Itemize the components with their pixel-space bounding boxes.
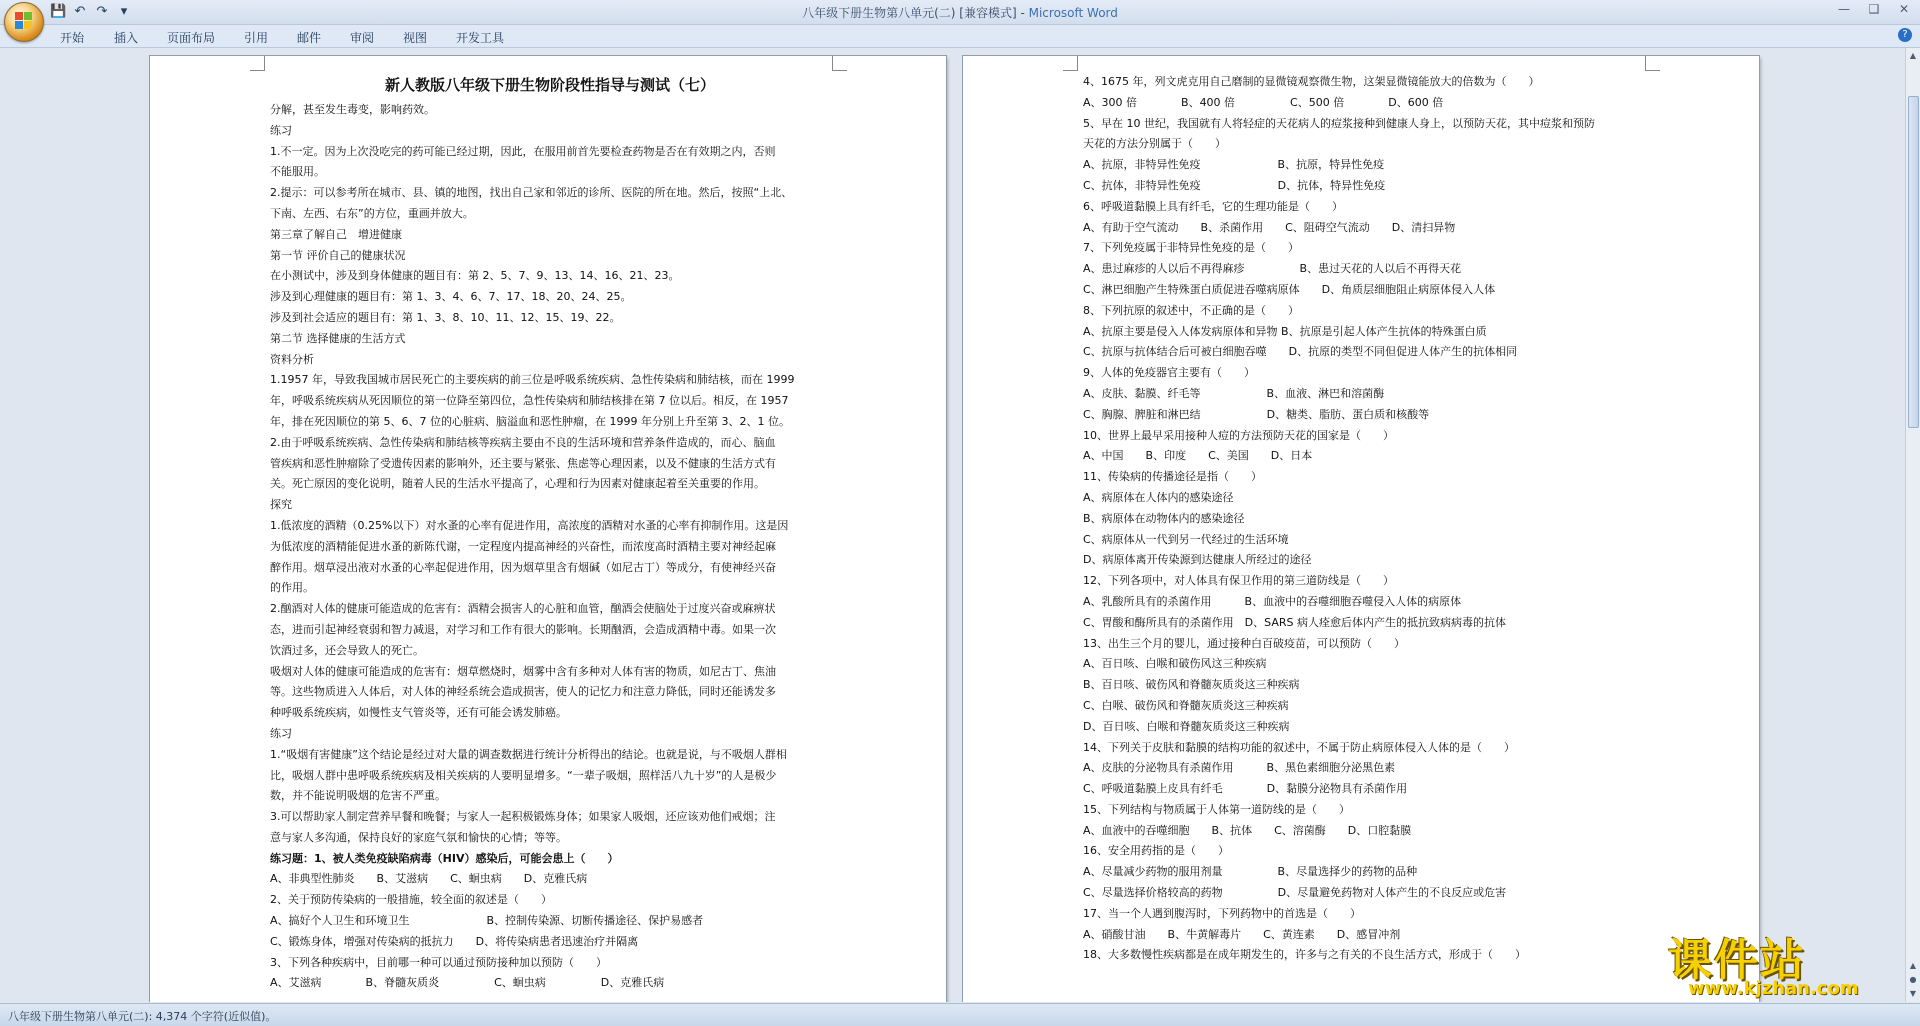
text-line: D、病原体离开传染源到达健康人所经过的途径 (1083, 553, 1312, 567)
prev-page-icon[interactable]: ▲ (1909, 961, 1917, 970)
office-button[interactable] (4, 2, 44, 42)
text-line: 1.低浓度的酒精（0.25%以下）对水蚤的心率有促进作用，高浓度的酒精对水蚤的心率有抑制作用。这是因 (270, 518, 789, 532)
ribbon-tabs (0, 25, 1920, 48)
save-icon[interactable]: 💾 (50, 4, 67, 19)
text-line: A、中国 B、印度 C、美国 D、日本 (1083, 449, 1313, 463)
crop-mark (1063, 56, 1078, 71)
text-line: 第一节 评价自己的健康状况 (270, 248, 406, 262)
redo-icon[interactable]: ↷ (96, 4, 108, 19)
text-line: C、尽量选择价格较高的药物 D、尽量避免药物对人体产生的不良反应或危害 (1083, 886, 1507, 900)
text-line: C、白喉、破伤风和脊髓灰质炎这三种疾病 (1083, 698, 1289, 712)
text-line: B、病原体在动物体内的感染途径 (1083, 511, 1245, 525)
document-title: 八年级下册生物第八单元(二) [兼容模式] - (802, 6, 1029, 20)
text-line: 9、人体的免疫器官主要有（ ） (1083, 366, 1255, 380)
text-line: C、胸腺、脾脏和淋巴结 D、糖类、脂肪、蛋白质和核酸等 (1083, 407, 1430, 421)
text-line: 分解，甚至发生毒变，影响药效。 (270, 103, 435, 116)
watermark-logo (1668, 924, 1908, 1002)
left-page-content[interactable] (270, 72, 830, 994)
tab-review[interactable]: 审阅 (350, 31, 375, 45)
text-line: A、尽量减少药物的服用剂量 B、尽量选择少的药物的品种 (1083, 865, 1418, 879)
crop-mark (832, 56, 847, 71)
page-left (150, 56, 946, 1002)
text-line: 涉及到社会适应的题目有：第 1、3、8、10、11、12、15、19、22。 (270, 310, 621, 324)
text-line: 意与家人多沟通，保持良好的家庭气氛和愉快的心情；等等。 (270, 830, 567, 844)
text-line: A、搞好个人卫生和环境卫生 B、控制传染源、切断传播途径、保护易感者 (270, 914, 704, 928)
text-line: 态，进而引起神经衰弱和智力减退，对学习和工作有很大的影响。长期酗酒，会造成酒精中毒。如果一次 (270, 622, 776, 636)
text-line: 练习 (270, 726, 292, 740)
text-line: C、锻炼身体，增强对传染病的抵抗力 D、将传染病患者迅速治疗并隔离 (270, 934, 639, 948)
text-line: 吸烟对人体的健康可能造成的危害有：烟草燃烧时，烟雾中含有多种对人体有害的物质，如尼古丁、焦油 (270, 664, 776, 678)
text-line: 1.1957 年，导致我国城市居民死亡的主要疾病的前三位是呼吸系统疾病、急性传染病和肺结核，而在 1999 (270, 373, 795, 387)
office-logo-icon (15, 12, 33, 30)
text-line: 7、下列免疫属于非特异性免疫的是（ ） (1083, 241, 1299, 255)
text-line: 12、下列各项中，对人体具有保卫作用的第三道防线是（ ） (1083, 574, 1394, 588)
text-line: 醉作用。烟草浸出液对水蚤的心率起促进作用，因为烟草里含有烟碱（如尼古丁）等成分，有使神经兴奋 (270, 560, 776, 574)
text-line: 17、当一个人遇到腹泻时，下列药物中的首选是（ ） (1083, 906, 1361, 920)
maximize-icon[interactable]: ❑ (1868, 2, 1880, 16)
text-line: 资料分析 (270, 352, 314, 366)
status-text: 八年级下册生物第八单元(二): 4,374 个字符(近似值)。 (8, 1010, 277, 1023)
text-line: A、非典型性肺炎 B、艾滋病 C、蛔虫病 D、克雅氏病 (270, 872, 588, 886)
text-line: 2.提示：可以参考所在城市、县、镇的地图，找出自己家和邻近的诊所、医院的所在地。然后，按照“上北、 (270, 186, 793, 200)
text-line: A、硝酸甘油 B、牛黄解毒片 C、黄连素 D、感冒冲剂 (1083, 927, 1401, 941)
text-line: 为低浓度的酒精能促进水蚤的新陈代谢，一定程度内提高神经的兴奋性，而浓度高时酒精主要对神经起麻 (270, 539, 776, 553)
crop-mark (1645, 56, 1660, 71)
text-line: 比，吸烟人群中患呼吸系统疾病及相关疾病的人要明显增多。“一辈子吸烟，照样活八九十岁”的人是极少 (270, 768, 777, 782)
text-line: A、血液中的吞噬细胞 B、抗体 C、溶菌酶 D、口腔黏膜 (1083, 823, 1412, 837)
text-line: 练习 (270, 123, 292, 137)
text-line: A、乳酸所具有的杀菌作用 B、血液中的吞噬细胞吞噬侵入人体的病原体 (1083, 594, 1462, 608)
text-line: 3、下列各种疾病中，目前哪一种可以通过预防接种加以预防（ ） (270, 955, 607, 969)
tab-home[interactable]: 开始 (60, 31, 85, 45)
text-line: 等。这些物质进入人体后，对人体的神经系统会造成损害，使人的记忆力和注意力降低，同时还能诱发多 (270, 685, 776, 699)
text-line: 5、早在 10 世纪，我国就有人将轻症的天花病人的痘浆接种到健康人身上，以预防天花，其中痘浆和预防 (1083, 116, 1595, 130)
close-icon[interactable]: ✕ (1898, 2, 1910, 16)
text-line: 涉及到心理健康的题目有：第 1、3、4、6、7、17、18、20、24、25。 (270, 290, 632, 304)
text-line: 13、出生三个月的婴儿，通过接种白百破疫苗，可以预防（ ） (1083, 636, 1405, 650)
text-line: 6、呼吸道黏膜上具有纤毛，它的生理功能是（ ） (1083, 199, 1343, 213)
help-icon[interactable]: ? (1898, 28, 1912, 42)
document-heading: 新人教版八年级下册生物阶段性指导与测试（七） (384, 76, 715, 94)
minimize-icon[interactable]: — (1838, 2, 1850, 16)
text-line: A、患过麻疹的人以后不再得麻疹 B、患过天花的人以后不再得天花 (1083, 262, 1462, 276)
scroll-up-icon[interactable]: ▲ (1909, 51, 1917, 60)
text-line: A、有助于空气流动 B、杀菌作用 C、阻碍空气流动 D、清扫异物 (1083, 220, 1456, 234)
text-line: 在小测试中，涉及到身体健康的题目有：第 2、5、7、9、13、14、16、21、23。 (270, 269, 680, 283)
text-line: 年，呼吸系统疾病从死因顺位的第一位降至第四位，急性传染病和肺结核排在第 7 位以后。相反，在 1957 (270, 394, 789, 408)
right-page-content[interactable] (1083, 72, 1643, 966)
quick-access-toolbar (50, 3, 132, 21)
document-area (0, 48, 1906, 1002)
text-line: 种呼吸系统疾病，如慢性支气管炎等，还有可能会诱发肺癌。 (270, 706, 567, 720)
text-line: 2.酗酒对人体的健康可能造成的危害有：酒精会损害人的心脏和血管，酗酒会使脑处于过度兴奋或麻痹状 (270, 602, 776, 616)
text-line: 4、1675 年，列文虎克用自己磨制的显微镜观察微生物，这架显微镜能放大的倍数为（ ） (1083, 75, 1540, 88)
text-line: 18、大多数慢性疾病都是在成年期发生的，许多与之有关的不良生活方式，形成于（ ） (1083, 948, 1526, 962)
tab-page-layout[interactable]: 页面布局 (167, 31, 216, 45)
tab-developer[interactable]: 开发工具 (456, 31, 505, 45)
dropdown-icon[interactable]: ▾ (120, 4, 128, 19)
text-line: 的作用。 (270, 581, 314, 595)
browse-object-icon[interactable]: ● (1909, 975, 1917, 984)
text-line: 1.不一定。因为上次没吃完的药可能已经过期，因此，在服用前首先要检查药物是否在有效期之内，否则 (270, 144, 776, 158)
text-line: A、皮肤、黏膜、纤毛等 B、血液、淋巴和溶菌酶 (1083, 386, 1385, 400)
text-line: 15、下列结构与物质属于人体第一道防线的是（ ） (1083, 802, 1350, 816)
crop-mark (250, 56, 265, 71)
text-line: 管疾病和恶性肿瘤除了受遗传因素的影响外，还主要与紧张、焦虑等心理因素，以及不健康的生活方式有 (270, 456, 776, 470)
tab-references[interactable]: 引用 (244, 31, 269, 45)
page-right (963, 56, 1759, 1002)
tab-mailings[interactable]: 邮件 (297, 31, 322, 45)
text-line: 2.由于呼吸系统疾病、急性传染病和肺结核等疾病主要由不良的生活环境和营养条件造成的，而心、脑血 (270, 435, 776, 449)
text-line: C、胃酸和酶所具有的杀菌作用 D、SARS 病人痊愈后体内产生的抵抗致病病毒的抗体 (1083, 615, 1506, 629)
scroll-thumb[interactable] (1908, 96, 1919, 428)
text-line: C、病原体从一代到另一代经过的生活环境 (1083, 532, 1289, 546)
text-line: 关。死亡原因的变化说明，随着人民的生活水平提高了，心理和行为因素对健康起着至关重要的作用。 (270, 477, 765, 491)
text-line: C、呼吸道黏膜上皮具有纤毛 D、黏膜分泌物具有杀菌作用 (1083, 782, 1408, 796)
text-line: 下南、左西、右东”的方位，重画并放大。 (270, 206, 474, 220)
text-line: 天花的方法分别属于（ ） (1083, 137, 1226, 151)
text-line: C、抗体，非特异性免疫 D、抗体，特异性免疫 (1083, 178, 1386, 192)
watermark-url: www.kjzhan.com (1688, 978, 1859, 999)
window-title (0, 4, 1920, 21)
text-line: A、艾滋病 B、脊髓灰质炎 C、蛔虫病 D、克雅氏病 (270, 976, 665, 990)
text-line: 数，并不能说明吸烟的危害不严重。 (270, 789, 446, 803)
text-line: D、百日咳、白喉和脊髓灰质炎这三种疾病 (1083, 719, 1290, 733)
text-line: 探究 (270, 498, 292, 512)
text-line: 3.可以帮助家人制定营养早餐和晚餐；与家人一起积极锻炼身体；如果家人吸烟，还应该劝他们戒烟；注 (270, 810, 776, 824)
text-line: 不能服用。 (270, 165, 325, 179)
text-line: B、百日咳、破伤风和脊髓灰质炎这三种疾病 (1083, 678, 1300, 692)
text-line: 14、下列关于皮肤和黏膜的结构功能的叙述中，不属于防止病原体侵入人体的是（ ） (1083, 740, 1515, 754)
text-line: 11、传染病的传播途径是指（ ） (1083, 470, 1262, 484)
text-line: A、百日咳、白喉和破伤风这三种疾病 (1083, 657, 1267, 671)
text-line: 1.“吸烟有害健康”这个结论是经过对大量的调查数据进行统计分析得出的结论。也就是说，与不吸烟人群相 (270, 747, 787, 761)
text-line: A、皮肤的分泌物具有杀菌作用 B、黑色素细胞分泌黑色素 (1083, 761, 1396, 775)
vertical-scrollbar[interactable] (1905, 48, 1920, 1002)
app-name: Microsoft Word (1028, 6, 1118, 20)
text-line: A、抗原主要是侵入人体发病原体和异物 B、抗原是引起人体产生抗体的特殊蛋白质 (1083, 324, 1487, 338)
text-line: C、抗原与抗体结合后可被白细胞吞噬 D、抗原的类型不同但促进人体产生的抗体相同 (1083, 345, 1518, 359)
text-line: 饮酒过多，还会导致人的死亡。 (270, 643, 424, 657)
text-line: 练习题：1、被人类免疫缺陷病毒（HIV）感染后，可能会患上（ ） (270, 851, 619, 865)
text-line: 10、世界上最早采用接种人痘的方法预防天花的国家是（ ） (1083, 428, 1394, 442)
window-controls (1834, 2, 1914, 16)
text-line: A、病原体在人体内的感染途径 (1083, 490, 1234, 504)
text-line: A、抗原，非特异性免疫 B、抗原，特异性免疫 (1083, 158, 1385, 172)
text-line: 第三章了解自己 增进健康 (270, 227, 402, 241)
text-line: A、300 倍 B、400 倍 C、500 倍 D、600 倍 (1083, 95, 1444, 109)
next-page-icon[interactable]: ▼ (1909, 989, 1917, 998)
text-line: C、淋巴细胞产生特殊蛋白质促进吞噬病原体 D、角质层细胞阻止病原体侵入人体 (1083, 282, 1496, 296)
text-line: 2、关于预防传染病的一般措施，较全面的叙述是（ ） (270, 893, 552, 907)
watermark-title: 课件站 (1668, 935, 1806, 986)
text-line: 年，排在死因顺位的第 5、6、7 位的心脏病、脑溢血和恶性肿瘤，在 1999 年分别上升至第 3、2、1 位。 (270, 414, 790, 428)
text-line: 16、安全用药指的是（ ） (1083, 844, 1229, 858)
title-bar (0, 0, 1920, 25)
tab-insert[interactable]: 插入 (114, 31, 139, 45)
text-line: 8、下列抗原的叙述中，不正确的是（ ） (1083, 303, 1299, 317)
undo-icon[interactable]: ↶ (74, 4, 86, 19)
text-line: 第二节 选择健康的生活方式 (270, 331, 406, 345)
tab-view[interactable]: 视图 (403, 31, 428, 45)
status-bar (0, 1003, 1920, 1026)
